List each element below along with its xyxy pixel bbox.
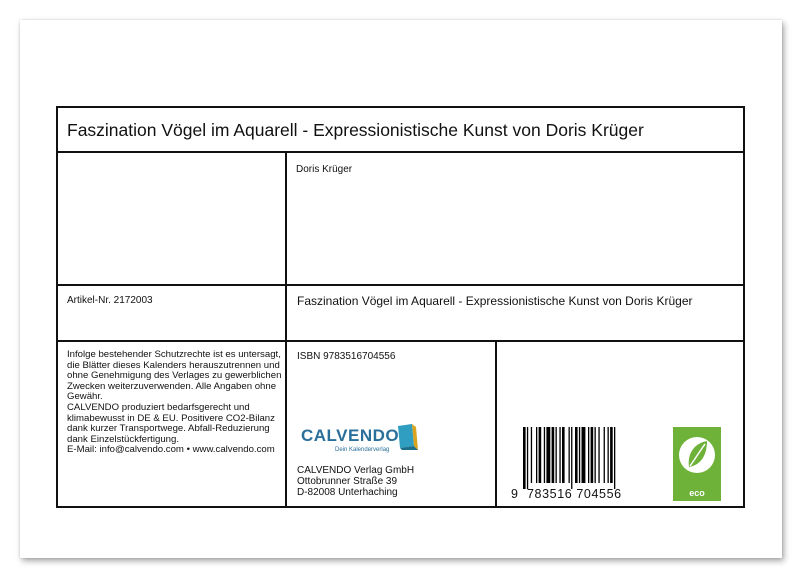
barcode-bar xyxy=(546,427,550,483)
barcode-bar xyxy=(523,427,526,489)
author-name: Doris Krüger xyxy=(296,164,353,175)
barcode-bar xyxy=(588,427,589,483)
legal-contact-text: E-Mail: info@calvendo.com • www.calvendo.com xyxy=(67,444,275,456)
calendar-title: Faszination Vögel im Aquarell - Expressionistische Kunst von Doris Krüger xyxy=(67,120,644,140)
barcode-bar xyxy=(527,427,528,489)
publisher-address xyxy=(297,465,414,498)
info-sheet xyxy=(56,106,745,508)
eco-label: eco xyxy=(689,488,705,498)
author-cell xyxy=(287,153,743,286)
article-number: Artikel-Nr. 2172003 xyxy=(67,295,153,306)
barcode-cell xyxy=(497,342,743,506)
legal-climate-text: CALVENDO produziert bedarfsgerecht und klimabewusst in DE & EU. Positivere CO2-Bilanz dank kurzer Transportwege. Abfall-Reduzierung dank Einzelstückfertigung. xyxy=(67,401,275,445)
barcode-bar xyxy=(531,427,532,483)
eco-badge xyxy=(673,427,721,501)
barcode-bar xyxy=(559,427,560,483)
publisher-cell xyxy=(287,342,497,506)
barcode-bar xyxy=(536,427,537,483)
barcode-first-digit: 9 xyxy=(511,487,518,501)
barcode-bar xyxy=(575,427,578,483)
calendar-subtitle: Faszination Vögel im Aquarell - Expressionistische Kunst von Doris Krüger xyxy=(297,294,693,308)
barcode-bar xyxy=(614,427,615,489)
barcode-bar xyxy=(595,427,596,483)
barcode-bar xyxy=(552,427,555,483)
barcode-bar xyxy=(569,427,570,483)
publisher-name: CALVENDO Verlag GmbH xyxy=(297,465,415,476)
article-cell xyxy=(58,286,287,342)
legal-copyright-text: Infolge bestehender Schutzrechte ist es untersagt, die Blätter dieses Kalenders herauszutrennen und ohne Genehmigung des Verlages zu gewerblichen Zwecken weiterzuverwenden. Alle Angaben ohne Gewähr. xyxy=(67,349,282,403)
barcode-bar xyxy=(556,427,557,483)
publisher-street: Ottobrunner Straße 39 xyxy=(297,476,398,487)
isbn-number: ISBN 9783516704556 xyxy=(297,351,396,362)
barcode-bar xyxy=(579,427,580,483)
barcode-bar xyxy=(571,427,572,489)
barcode-bar xyxy=(591,427,594,483)
calvendo-logo-word: CALVENDO xyxy=(301,426,400,445)
legal-notice xyxy=(67,350,282,456)
subtitle-cell xyxy=(287,286,743,342)
barcode-bar xyxy=(604,427,605,483)
ean-barcode xyxy=(523,427,647,489)
image-placeholder-cell xyxy=(58,153,287,286)
barcode-bar xyxy=(539,427,542,483)
barcode-digits: 783516 704556 xyxy=(527,487,622,501)
title-row xyxy=(58,108,743,153)
calvendo-logo-tagline: Dein Kalenderverlag xyxy=(335,447,390,453)
calendar-page-icon xyxy=(396,424,418,450)
barcode-bar xyxy=(562,427,565,483)
barcode-bar xyxy=(608,427,609,483)
barcode-bar xyxy=(598,427,599,483)
barcode-bar xyxy=(544,427,545,483)
barcode-bar xyxy=(582,427,586,483)
calvendo-logo xyxy=(301,424,421,458)
legal-cell xyxy=(58,342,287,506)
barcode-bar xyxy=(610,427,613,483)
leaf-icon xyxy=(673,427,721,487)
publisher-city: D-82008 Unterhaching xyxy=(297,487,398,498)
